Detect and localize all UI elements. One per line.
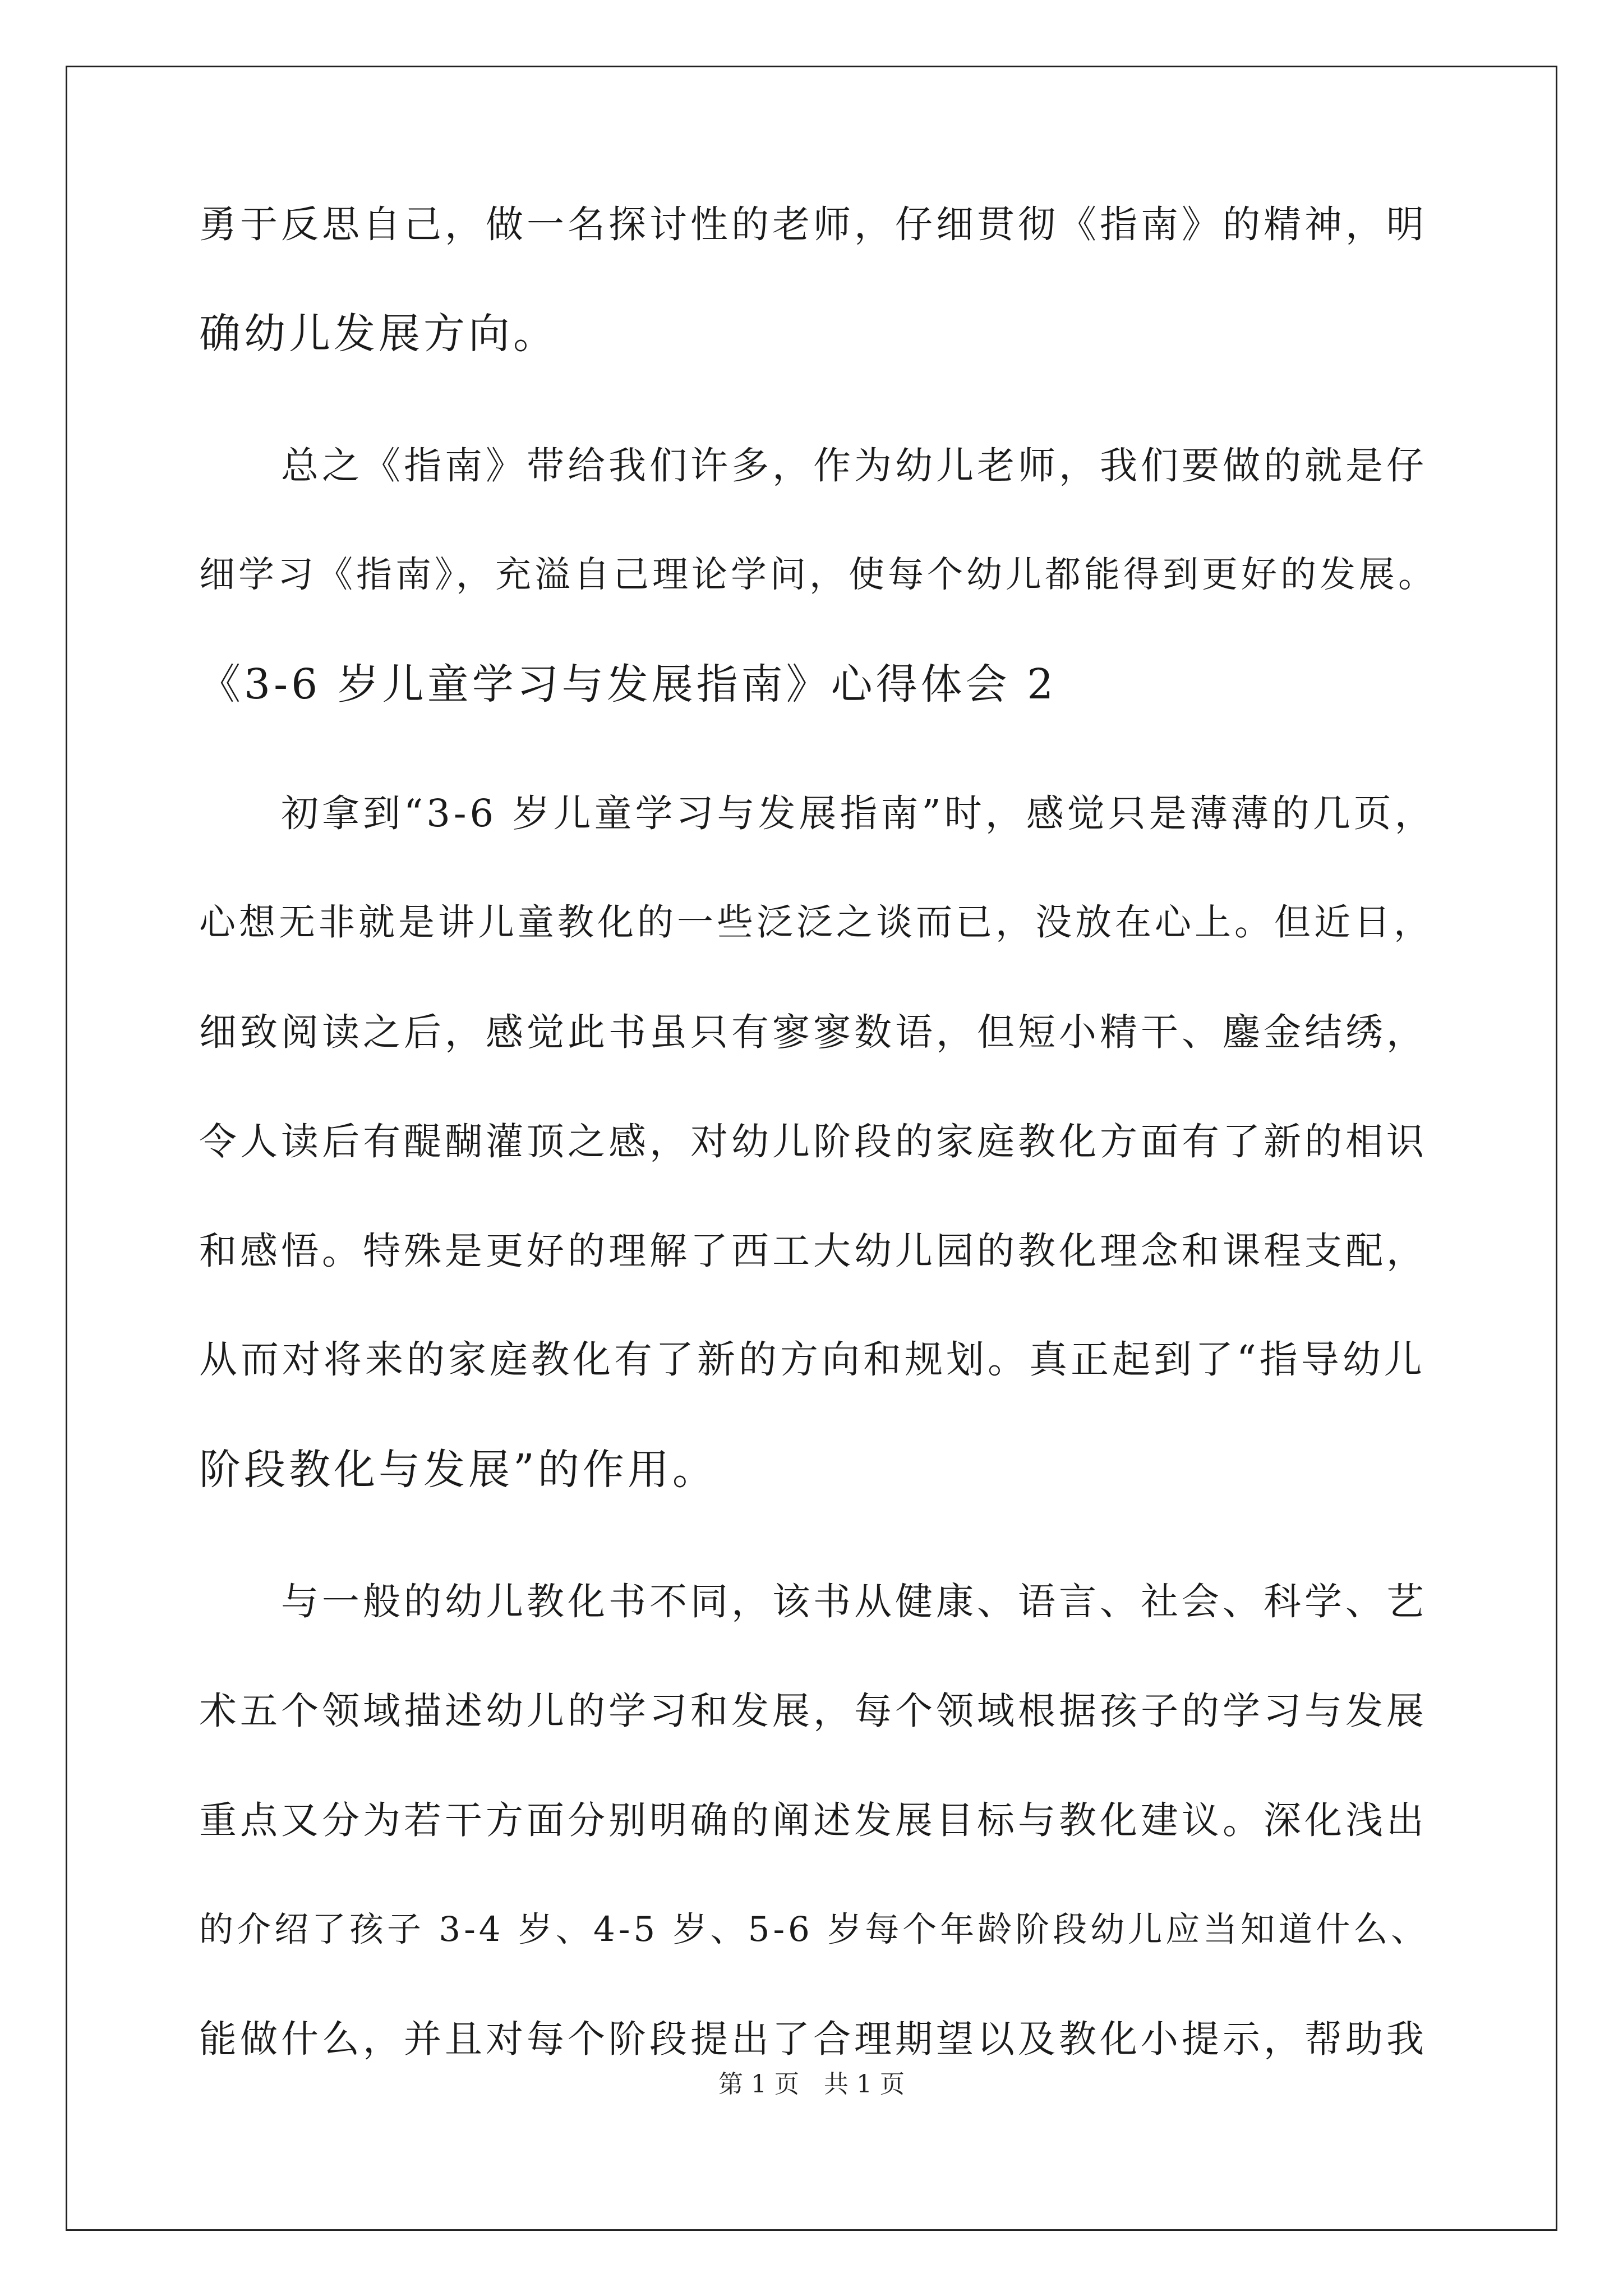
text-line: 能做什么，并且对每个阶段提出了合理期望以及教化小提示，帮助我 [199, 2017, 1427, 2061]
section-heading: 《3-6 岁儿童学习与发展指南》心得体会 2 [199, 660, 1057, 708]
text-line: 心想无非就是讲儿童教化的一些泛泛之谈而已，没放在心上。但近日， [199, 901, 1434, 944]
text-line: 勇于反思自己，做一名探讨性的老师，仔细贯彻《指南》的精神，明 [199, 203, 1427, 246]
text-line: 初拿到“3-6 岁儿童学习与发展指南”时，感觉只是薄薄的几页， [199, 792, 1436, 835]
text-line: 的介绍了孩子 3-4 岁、4-5 岁、5-6 岁每个年龄阶段幼儿应当知道什么、 [199, 1910, 1429, 1949]
text-line: 细致阅读之后，感觉此书虽只有寥寥数语，但短小精干、鏖金结绣， [199, 1010, 1427, 1054]
text-line: 细学习《指南》，充溢自己理论学问，使每个幼儿都能得到更好的发展。 [199, 554, 1437, 596]
text-line: 令人读后有醍醐灌顶之感，对幼儿阶段的家庭教化方面有了新的相识 [199, 1120, 1427, 1163]
text-line: 重点又分为若干方面分别明确的阐述发展目标与教化建议。深化浅出 [199, 1798, 1427, 1842]
text-line: 术五个领域描述幼儿的学习和发展，每个领域根据孩子的学习与发展 [199, 1689, 1427, 1733]
text-line: 总之《指南》带给我们许多，作为幼儿老师，我们要做的就是仔 [199, 444, 1427, 487]
text-line: 确幼儿发展方向。 [199, 310, 558, 358]
text-line: 从而对将来的家庭教化有了新的方向和规划。真正起到了“指导幼儿 [199, 1338, 1426, 1382]
text-line: 与一般的幼儿教化书不同，该书从健康、语言、社会、科学、艺 [199, 1580, 1427, 1623]
text-line: 和感悟。特殊是更好的理解了西工大幼儿园的教化理念和课程支配， [199, 1229, 1427, 1273]
page-footer: 第 1 页 共 1 页 [718, 2070, 905, 2099]
text-line: 阶段教化与发展”的作用。 [199, 1446, 717, 1494]
